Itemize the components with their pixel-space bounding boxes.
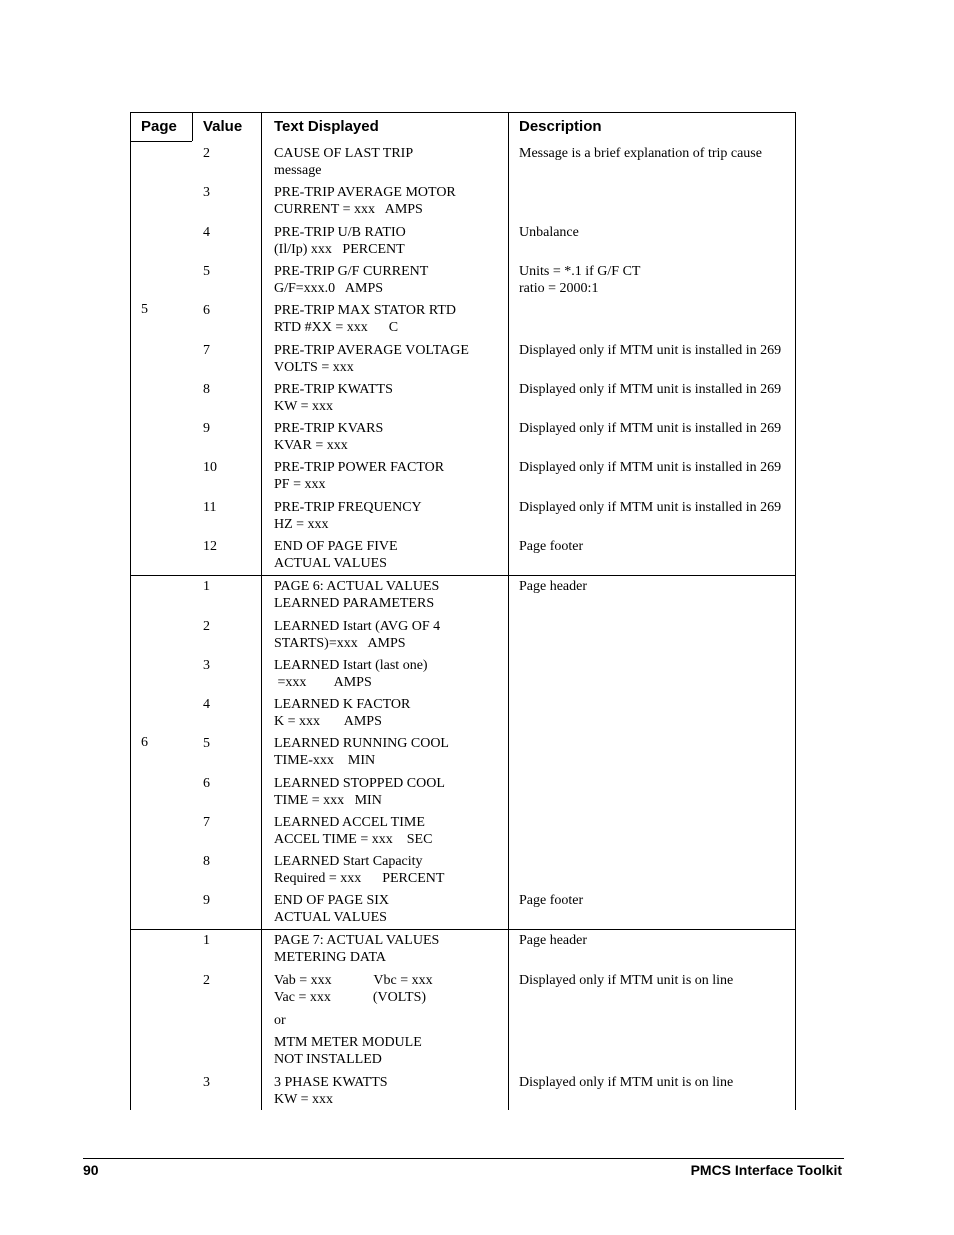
row-description: Displayed only if MTM unit is installed in 269	[519, 421, 782, 436]
row-value: 2	[203, 146, 210, 161]
row-text-line: LEARNED Istart (last one)	[274, 658, 428, 673]
group-divider-1	[130, 575, 796, 576]
row-description: Units = *.1 if G/F CT	[519, 264, 641, 279]
row-value: 11	[203, 500, 217, 515]
row-text-line: G/F=xxx.0 AMPS	[274, 281, 384, 296]
row-text-line: PRE-TRIP KVARS	[274, 421, 384, 436]
header-value: Value	[203, 118, 243, 135]
header-text-displayed: Text Displayed	[274, 118, 379, 135]
row-value: 2	[203, 619, 210, 634]
row-text-line: =xxx AMPS	[274, 675, 372, 690]
row-text-line: TIME-xxx MIN	[274, 753, 376, 768]
footer-page-number: 90	[83, 1162, 99, 1178]
row-description: Page footer	[519, 893, 584, 908]
row-text-line: VOLTS = xxx	[274, 360, 354, 375]
header-underline-page	[130, 141, 192, 142]
table-border-right	[795, 112, 796, 1110]
row-description: Page footer	[519, 539, 584, 554]
row-value: 7	[203, 815, 210, 830]
row-description: Displayed only if MTM unit is installed in 269	[519, 382, 782, 397]
row-text-line: 3 PHASE KWATTS	[274, 1075, 388, 1090]
row-text-line: PRE-TRIP KWATTS	[274, 382, 393, 397]
row-text-line: message	[274, 163, 322, 178]
row-value: 1	[203, 579, 210, 594]
row-value: 9	[203, 893, 210, 908]
row-value: 5	[203, 736, 210, 751]
row-text-line: PF = xxx	[274, 477, 326, 492]
row-text-line: K = xxx AMPS	[274, 714, 382, 729]
row-text-line: MTM METER MODULE	[274, 1035, 422, 1050]
row-text-line: PAGE 7: ACTUAL VALUES	[274, 933, 440, 948]
row-description: Displayed only if MTM unit is installed in 269	[519, 460, 782, 475]
row-description: Displayed only if MTM unit is installed in 269	[519, 343, 782, 358]
row-description: Displayed only if MTM unit is on line	[519, 973, 734, 988]
row-text-line: LEARNED Start Capacity	[274, 854, 423, 869]
row-text-line: KW = xxx	[274, 399, 333, 414]
row-text-line: ACTUAL VALUES	[274, 556, 387, 571]
column-divider-text	[261, 112, 262, 1110]
row-text-line: PAGE 6: ACTUAL VALUES	[274, 579, 440, 594]
row-text-line: END OF PAGE SIX	[274, 893, 390, 908]
row-text-line: KVAR = xxx	[274, 438, 348, 453]
row-value: 12	[203, 539, 217, 554]
row-value: 6	[203, 776, 210, 791]
footer-rule	[83, 1158, 844, 1159]
row-value: 5	[203, 264, 210, 279]
row-value: 7	[203, 343, 210, 358]
row-text-line: END OF PAGE FIVE	[274, 539, 398, 554]
row-value: 3	[203, 658, 210, 673]
row-description: Page header	[519, 933, 588, 948]
row-text-line: NOT INSTALLED	[274, 1052, 382, 1067]
row-text-line: ACTUAL VALUES	[274, 910, 387, 925]
row-text-line: STARTS)=xxx AMPS	[274, 636, 406, 651]
row-description: Unbalance	[519, 225, 579, 240]
row-text-line: HZ = xxx	[274, 517, 329, 532]
row-value: 3	[203, 1075, 210, 1090]
row-text-line: Vab = xxx Vbc = xxx	[274, 973, 433, 988]
row-value: 1	[203, 933, 210, 948]
row-text-line: LEARNED ACCEL TIME	[274, 815, 425, 830]
row-text-line: LEARNED STOPPED COOL	[274, 776, 445, 791]
row-value: 8	[203, 854, 210, 869]
row-value: 4	[203, 225, 210, 240]
row-text-line: PRE-TRIP POWER FACTOR	[274, 460, 445, 475]
row-text-line: CAUSE OF LAST TRIP	[274, 146, 414, 161]
row-text-line: PRE-TRIP FREQUENCY	[274, 500, 422, 515]
data-table	[130, 112, 796, 1110]
row-text-line: TIME = xxx MIN	[274, 793, 382, 808]
row-text-line: ACCEL TIME = xxx SEC	[274, 832, 433, 847]
row-text-line: LEARNED Istart (AVG OF 4	[274, 619, 441, 634]
row-value: 3	[203, 185, 210, 200]
row-text-line: CURRENT = xxx AMPS	[274, 202, 423, 217]
row-value: 8	[203, 382, 210, 397]
row-text-line: Vac = xxx (VOLTS)	[274, 990, 427, 1005]
row-description: Displayed only if MTM unit is on line	[519, 1075, 734, 1090]
row-text-line: RTD #XX = xxx C	[274, 320, 399, 335]
row-text-line: KW = xxx	[274, 1092, 333, 1107]
row-value: 6	[203, 303, 210, 318]
group-page-number: 5	[141, 302, 148, 317]
row-text-line: Required = xxx PERCENT	[274, 871, 445, 886]
row-text-line: (Il/Ip) xxx PERCENT	[274, 242, 405, 257]
row-text-line: PRE-TRIP AVERAGE MOTOR	[274, 185, 456, 200]
column-divider-value	[192, 112, 193, 141]
column-divider-description	[508, 112, 509, 1110]
group-page-number: 6	[141, 735, 148, 750]
row-text-line: METERING DATA	[274, 950, 387, 965]
row-value: 9	[203, 421, 210, 436]
footer-title: PMCS Interface Toolkit	[690, 1162, 842, 1178]
row-value: 2	[203, 973, 210, 988]
header-page: Page	[141, 118, 177, 135]
row-text-line: LEARNED RUNNING COOL	[274, 736, 449, 751]
row-text-line: PRE-TRIP U/B RATIO	[274, 225, 406, 240]
row-text-line: PRE-TRIP G/F CURRENT	[274, 264, 429, 279]
row-value: 4	[203, 697, 210, 712]
row-text-line: LEARNED PARAMETERS	[274, 596, 435, 611]
row-text-line: LEARNED K FACTOR	[274, 697, 411, 712]
row-description: ratio = 2000:1	[519, 281, 599, 296]
table-border-left	[130, 112, 131, 1110]
row-description: Page header	[519, 579, 588, 594]
row-value: 10	[203, 460, 217, 475]
row-text-line: PRE-TRIP MAX STATOR RTD	[274, 303, 457, 318]
group-divider-2	[130, 929, 796, 930]
header-description: Description	[519, 118, 602, 135]
row-text-line: or	[274, 1013, 286, 1028]
row-description: Displayed only if MTM unit is installed in 269	[519, 500, 782, 515]
row-description: Message is a brief explanation of trip cause	[519, 146, 762, 161]
row-text-line: PRE-TRIP AVERAGE VOLTAGE	[274, 343, 469, 358]
